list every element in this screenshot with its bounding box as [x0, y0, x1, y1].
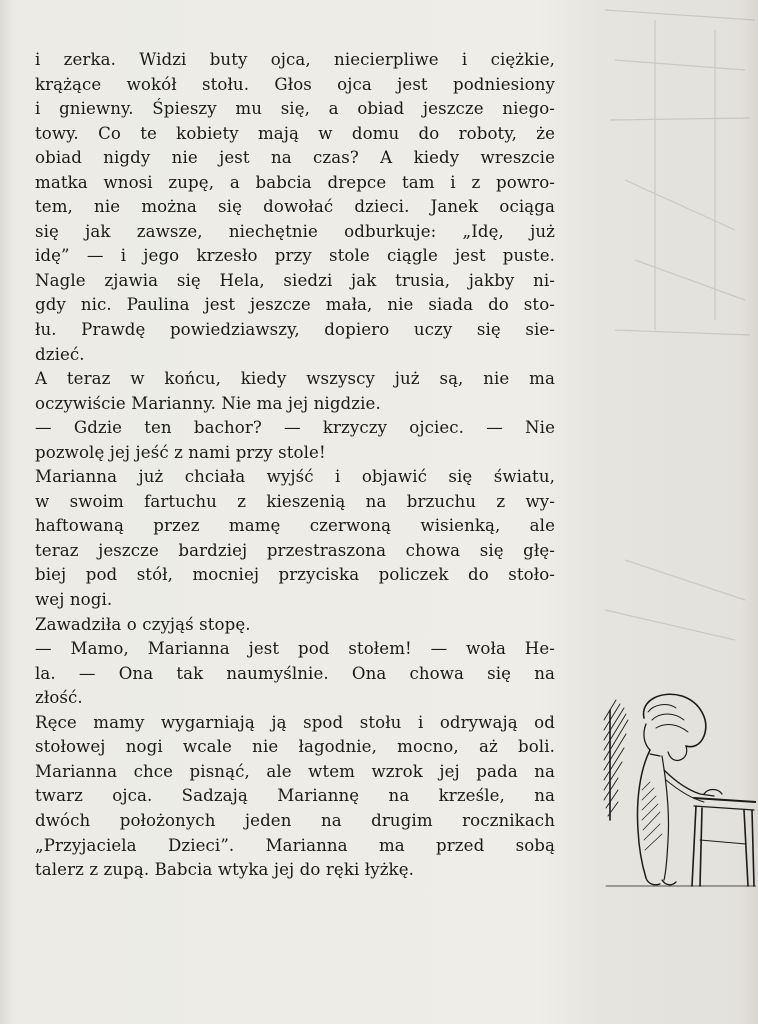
- text-line: pozwolę jej jeść z nami przy stole!: [35, 442, 326, 462]
- text-line: Marianna chce pisnąć, ale wtem wzrok jej pada na: [35, 761, 555, 781]
- text-line: gdy nic. Paulina jest jeszcze mała, nie siada do sto-: [35, 295, 555, 315]
- text-line: Zawadziła o czyjąś stopę.: [35, 614, 251, 634]
- body-text: [35, 48, 555, 883]
- child-at-table-sketch-icon: [596, 690, 756, 890]
- text-line: łu. Prawdę powiedziawszy, dopiero uczy się sie-: [35, 320, 555, 340]
- text-line: idę” — i jego krzesło przy stole ciągle jest puste.: [35, 246, 555, 266]
- text-line: Nagle zjawia się Hela, siedzi jak trusia, jakby ni-: [35, 270, 555, 290]
- text-line: towy. Co te kobiety mają w domu do roboty, że: [35, 123, 555, 143]
- text-line: złość.: [35, 688, 83, 708]
- text-line: dwóch położonych jeden na drugim rocznikach: [35, 810, 555, 830]
- text-line: — Mamo, Marianna jest pod stołem! — woła He-: [35, 639, 555, 659]
- text-line: stołowej nogi wcale nie łagodnie, mocno, aż boli.: [35, 737, 555, 757]
- text-line: dzieć.: [35, 344, 85, 364]
- text-line: krążące wokół stołu. Głos ojca jest podniesiony: [35, 74, 555, 94]
- text-line: twarz ojca. Sadzają Mariannę na krześle, na: [35, 786, 555, 806]
- text-line: „Przyjaciela Dzieci”. Marianna ma przed sobą: [35, 835, 555, 855]
- text-line: wej nogi.: [35, 590, 113, 610]
- text-line: się jak zawsze, niechętnie odburkuje: „Idę, już: [35, 221, 555, 241]
- text-line: la. — Ona tak naumyślnie. Ona chowa się na: [35, 663, 555, 683]
- text-line: tem, nie można się dowołać dzieci. Janek ociąga: [35, 197, 555, 217]
- text-line: talerz z zupą. Babcia wtyka jej do ręki łyżkę.: [35, 860, 415, 880]
- text-line: biej pod stół, mocniej przyciska policzek do stoło-: [35, 565, 555, 585]
- text-line: A teraz w końcu, kiedy wszyscy już są, nie ma: [35, 369, 555, 389]
- text-line: teraz jeszcze bardziej przestraszona chowa się głę-: [35, 540, 555, 560]
- text-line: i gniewny. Śpieszy mu się, a obiad jeszcze niego-: [35, 99, 555, 119]
- text-line: Ręce mamy wygarniają ją spod stołu i odrywają od: [35, 712, 555, 732]
- text-line: — Gdzie ten bachor? — krzyczy ojciec. — Nie: [35, 418, 555, 438]
- text-line: oczywiście Marianny. Nie ma jej nigdzie.: [35, 393, 381, 413]
- text-line: w swoim fartuchu z kieszenią na brzuchu z wy-: [35, 491, 555, 511]
- text-line: Marianna już chciała wyjść i objawić się światu,: [35, 467, 555, 487]
- text-line: haftowaną przez mamę czerwoną wisienką, ale: [35, 516, 555, 536]
- text-line: i zerka. Widzi buty ojca, niecierpliwe i ciężkie,: [35, 50, 555, 69]
- text-line: matka wnosi zupę, a babcia drepce tam i z powro-: [35, 172, 555, 192]
- text-line: obiad nigdy nie jest na czas? A kiedy wreszcie: [35, 148, 555, 168]
